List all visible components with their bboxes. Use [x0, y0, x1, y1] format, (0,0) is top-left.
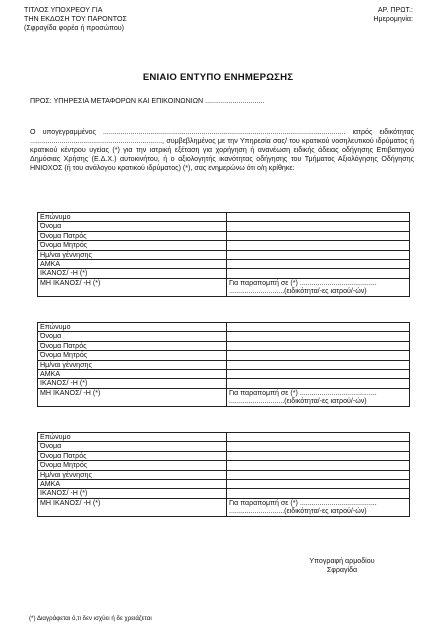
amka-label: ΑΜΚΑ — [38, 370, 227, 379]
protocol-number-label: ΑΡ. ΠΡΩΤ.: — [377, 6, 413, 14]
referral-specialty-line: ............................(ειδικότητα/-ες ιατρού/-ών) — [229, 507, 367, 516]
referral-field[interactable] — [227, 278, 410, 296]
fit-label: ΙΚΑΝΟΣ/ -Η (*) — [38, 379, 227, 388]
signature-label: Υπογραφή αρμοδίου — [309, 557, 375, 565]
name-label: Όνομα — [38, 442, 227, 451]
declaration-paragraph: Ο υπογεγραμμένος ........................................................................................................................... ιατρός ειδικότητας ..................................................................., συμβεβλημένος με την Υπηρεσία σας/ του κρατικού νοσηλευτικού ιδρύματος ή κρατικού κέντρου υγείας (*) για την ιατρική εξέταση για χορήγηση ή ανανέωση ειδικής άδειας οδήγησης Επιβατηγού Δημόσιας Χρήσης (Ε.Δ.Χ.) αυτοκινήτου, ή ο αξιολογητής ικανότητας οδήγησης του Τμήματος Αξιολόγησης Οδήγησης ΗΝΙΟΧΟΣ (ή του ανάλογου κρατικού ιδρύματος) (*), σας ενημερώνω ότι ο/η κρίθηκε: — [30, 128, 414, 173]
table-row — [38, 213, 410, 222]
table-row — [38, 241, 410, 250]
fit-field[interactable] — [227, 379, 410, 388]
referral-specialty-line: ............................(ειδικότητα/-ες ιατρού/-ών) — [229, 397, 367, 406]
name-label: Όνομα — [38, 332, 227, 341]
person-block-3 — [37, 432, 410, 517]
referral-field[interactable] — [227, 498, 410, 516]
father-name-field[interactable] — [227, 341, 410, 350]
table-row — [38, 323, 410, 332]
mother-name-label: Όνομα Μητρός — [38, 351, 227, 360]
fit-field[interactable] — [227, 489, 410, 498]
signature-block — [282, 557, 402, 575]
table-row — [38, 442, 410, 451]
issuer-header — [24, 6, 194, 33]
document-title: ΕΝΙΑΙΟ ΕΝΤΥΠΟ ΕΝΗΜΕΡΩΣΗΣ — [142, 72, 294, 83]
person-block-1 — [37, 212, 410, 297]
surname-label: Επώνυμο — [38, 433, 227, 442]
referral-line: Για παραπομπή σε (*) ....................................... — [229, 498, 377, 507]
table-row — [38, 498, 410, 516]
protocol-header — [373, 6, 413, 24]
table-row — [38, 231, 410, 240]
issuer-title-line: ΤΗΝ ΕΚΔΟΣΗ ΤΟΥ ΠΑΡΟΝΤΟΣ — [24, 14, 127, 23]
table-row — [38, 388, 410, 406]
mother-name-field[interactable] — [227, 241, 410, 250]
father-name-field[interactable] — [227, 231, 410, 240]
table-row — [38, 250, 410, 259]
birthdate-label: Ημ/ναι γέννησης — [38, 360, 227, 369]
amka-field[interactable] — [227, 480, 410, 489]
mother-name-field[interactable] — [227, 351, 410, 360]
amka-label: ΑΜΚΑ — [38, 480, 227, 489]
mother-name-label: Όνομα Μητρός — [38, 461, 227, 470]
father-name-label: Όνομα Πατρός — [38, 231, 227, 240]
table-row — [38, 461, 410, 470]
mother-name-field[interactable] — [227, 461, 410, 470]
table-row — [38, 433, 410, 442]
surname-field[interactable] — [227, 213, 410, 222]
table-row — [38, 370, 410, 379]
amka-label: ΑΜΚΑ — [38, 260, 227, 269]
table-row — [38, 341, 410, 350]
unfit-label: ΜΗ ΙΚΑΝΟΣ/ -Η (*) — [38, 278, 227, 296]
amka-field[interactable] — [227, 260, 410, 269]
table-row — [38, 379, 410, 388]
table-row — [38, 480, 410, 489]
table-row — [38, 351, 410, 360]
table-row — [38, 332, 410, 341]
name-field[interactable] — [227, 442, 410, 451]
father-name-field[interactable] — [227, 451, 410, 460]
footnote: (*) Διαγράφεται ό,τι δεν ισχύει ή δε χρειάζεται — [29, 615, 152, 622]
fit-field[interactable] — [227, 269, 410, 278]
unfit-label: ΜΗ ΙΚΑΝΟΣ/ -Η (*) — [38, 388, 227, 406]
referral-line: Για παραπομπή σε (*) ....................................... — [229, 278, 377, 287]
fit-label: ΙΚΑΝΟΣ/ -Η (*) — [38, 269, 227, 278]
issuer-title-line: ΤΙΤΛΟΣ ΥΠΟΧΡΕΟΥ ΓΙΑ — [24, 6, 103, 14]
father-name-label: Όνομα Πατρός — [38, 341, 227, 350]
fit-label: ΙΚΑΝΟΣ/ -Η (*) — [38, 489, 227, 498]
table-row — [38, 489, 410, 498]
amka-field[interactable] — [227, 370, 410, 379]
mother-name-label: Όνομα Μητρός — [38, 241, 227, 250]
referral-line: Για παραπομπή σε (*) ....................................... — [229, 388, 377, 397]
unfit-label: ΜΗ ΙΚΑΝΟΣ/ -Η (*) — [38, 498, 227, 516]
referral-specialty-line: ............................(ειδικότητα/-ες ιατρού/-ών) — [229, 287, 367, 296]
table-row — [38, 222, 410, 231]
name-label: Όνομα — [38, 222, 227, 231]
surname-field[interactable] — [227, 433, 410, 442]
birthdate-field[interactable] — [227, 250, 410, 259]
surname-label: Επώνυμο — [38, 213, 227, 222]
referral-field[interactable] — [227, 388, 410, 406]
table-row — [38, 269, 410, 278]
birthdate-label: Ημ/ναι γέννησης — [38, 470, 227, 479]
name-field[interactable] — [227, 222, 410, 231]
table-row — [38, 278, 410, 296]
issuer-stamp-note: (Σφραγίδα φορέα ή προσώπου) — [24, 23, 125, 32]
surname-label: Επώνυμο — [38, 323, 227, 332]
recipient-line: ΠΡΟΣ: ΥΠΗΡΕΣΙΑ ΜΕΤΑΦΟΡΩΝ ΚΑΙ ΕΠΙΚΟΙΝΩΝΙΩΝ .............................. — [30, 97, 265, 105]
birthdate-field[interactable] — [227, 470, 410, 479]
date-label: Ημερομηνία: — [373, 14, 413, 23]
birthdate-field[interactable] — [227, 360, 410, 369]
table-row — [38, 360, 410, 369]
person-block-2 — [37, 322, 410, 407]
table-row — [38, 470, 410, 479]
table-row — [38, 260, 410, 269]
father-name-label: Όνομα Πατρός — [38, 451, 227, 460]
table-row — [38, 451, 410, 460]
name-field[interactable] — [227, 332, 410, 341]
stamp-label: Σφραγίδα — [326, 565, 358, 574]
surname-field[interactable] — [227, 323, 410, 332]
birthdate-label: Ημ/ναι γέννησης — [38, 250, 227, 259]
